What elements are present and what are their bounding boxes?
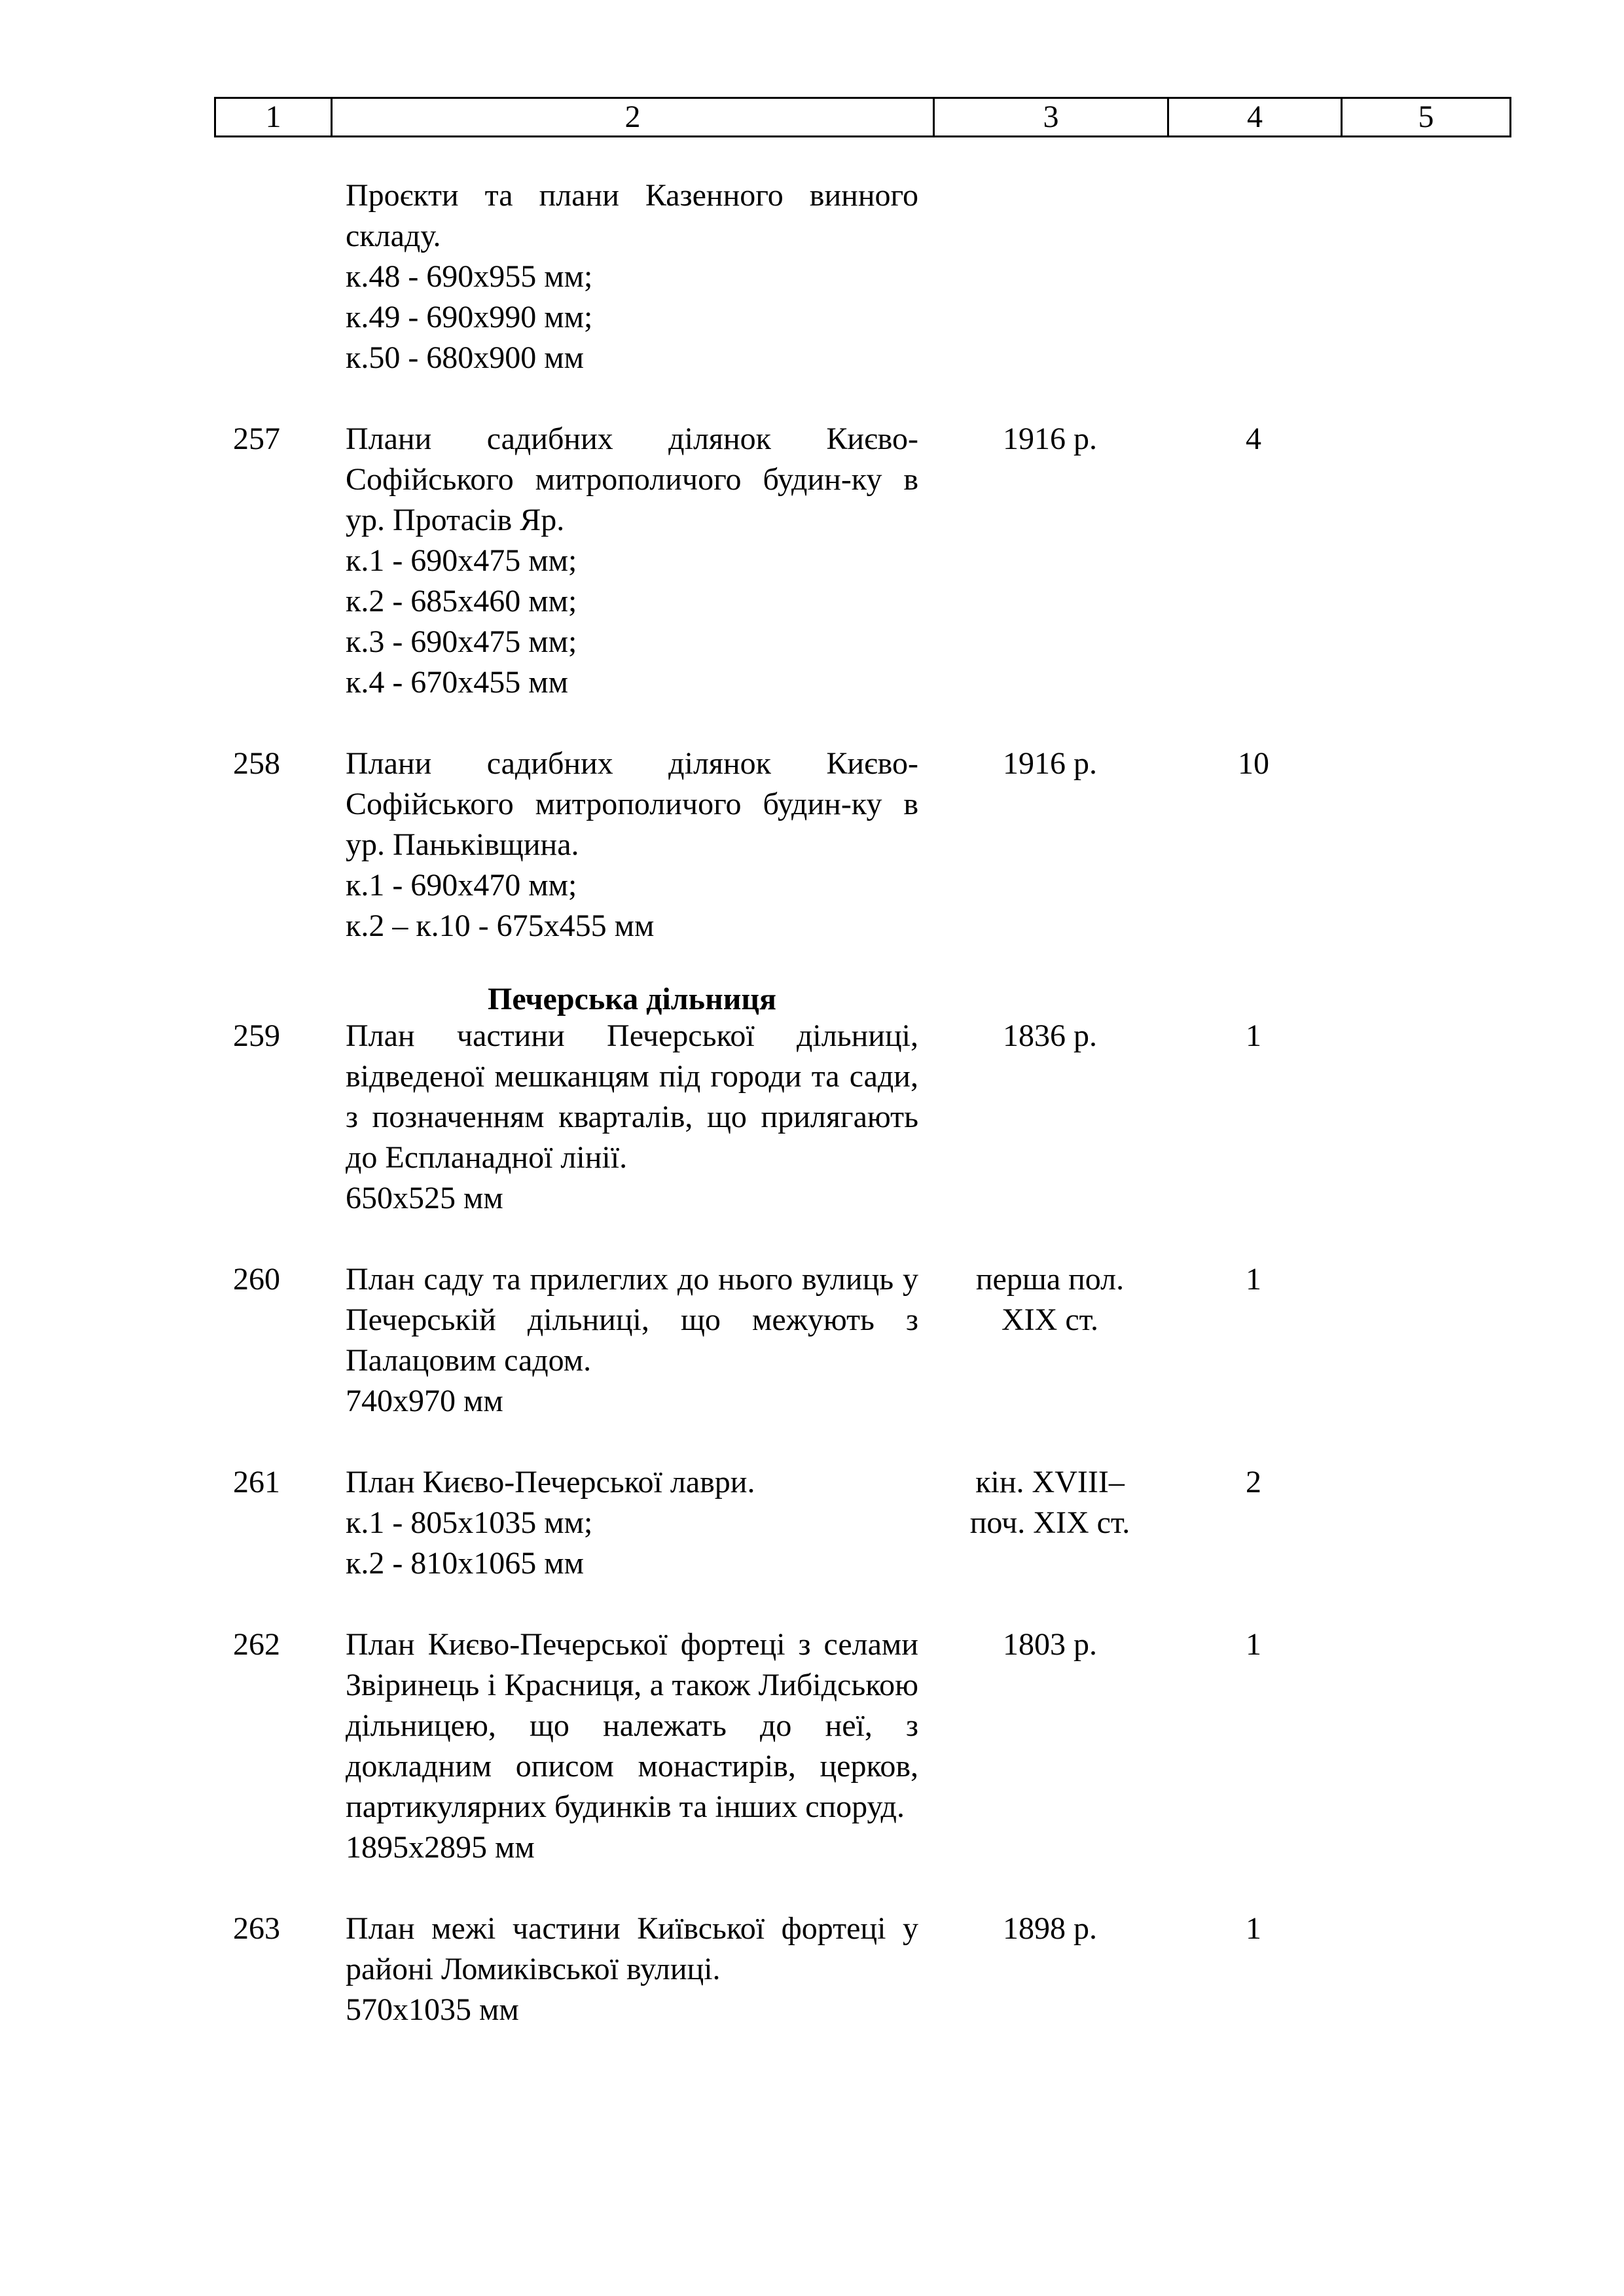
catalog-entries <box>0 175 1624 2071</box>
entry-count: 1 <box>1246 1018 1261 1053</box>
entry-title: Проєкти та плани Казенного винного складу. <box>346 178 918 253</box>
entry-sheet: к.2 – к.10 - 675х455 мм <box>346 908 655 943</box>
entry-title: Плани садибних ділянок Києво-Софійського митрополичого будин-ку в ур. Протасів Яр. <box>346 422 918 537</box>
entry-sheet: к.49 - 690х990 мм; <box>346 300 593 334</box>
catalog-entry <box>0 1016 1624 1219</box>
entry-sheet: к.2 - 685х460 мм; <box>346 584 577 619</box>
entry-count: 1 <box>1246 1911 1261 1946</box>
header-col-4: 4 <box>1169 99 1343 135</box>
entry-description <box>346 744 918 946</box>
entry-date: 1898 р. <box>1003 1911 1097 1946</box>
entry-date: 1916 р. <box>1003 422 1097 456</box>
entry-count: 10 <box>1238 746 1269 781</box>
entry-date: 1803 р. <box>1003 1627 1097 1662</box>
catalog-entry <box>0 175 1624 378</box>
entry-description <box>346 1259 918 1422</box>
entry-description <box>346 1909 918 2030</box>
entry-number: 261 <box>233 1465 280 1499</box>
entry-sheet: к.3 - 690х475 мм; <box>346 624 577 659</box>
catalog-entry <box>0 419 1624 703</box>
entry-sheet: 650х525 мм <box>346 1181 503 1215</box>
catalog-entry <box>0 1462 1624 1584</box>
header-col-3: 3 <box>935 99 1169 135</box>
entry-count: 1 <box>1246 1627 1261 1662</box>
entry-number: 262 <box>233 1627 280 1662</box>
entry-count: 1 <box>1246 1262 1261 1297</box>
entry-sheet: 1895х2895 мм <box>346 1830 535 1865</box>
entry-sheet: к.50 - 680х900 мм <box>346 340 585 375</box>
header-col-5: 5 <box>1418 99 1434 134</box>
column-number-header <box>214 97 1511 137</box>
entry-sheet: 570х1035 мм <box>346 1992 519 2027</box>
entry-description <box>346 1624 918 1868</box>
entry-number: 260 <box>233 1262 280 1297</box>
catalog-entry <box>0 1909 1624 2030</box>
entry-sheet: к.1 - 690х475 мм; <box>346 543 577 578</box>
entry-date: 1916 р. <box>1003 746 1097 781</box>
entry-date: перша пол. XIX ст. <box>975 1262 1125 1337</box>
entry-number: 259 <box>233 1018 280 1053</box>
entry-number: 257 <box>233 422 280 456</box>
catalog-entry <box>0 744 1624 946</box>
entry-title: План Києво-Печерської фортеці з селами Звіринець і Красниця, а також Либідською дільницею, що належать до неї, з докладним описом монастирів, церков, партикулярних будинків та інших споруд. <box>346 1627 918 1824</box>
entry-sheet: к.48 - 690х955 мм; <box>346 259 593 294</box>
entry-sheet: 740х970 мм <box>346 1384 503 1418</box>
entry-title: План межі частини Київської фортеці у районі Ломиківської вулиці. <box>346 1911 918 1986</box>
entry-number: 258 <box>233 746 280 781</box>
header-col-2: 2 <box>333 99 935 135</box>
section-title: Печерська дільниця <box>488 982 776 1016</box>
catalog-entry <box>0 1259 1624 1422</box>
entry-title: Плани садибних ділянок Києво-Софійського митрополичого будин-ку в ур. Паньківщина. <box>346 746 918 862</box>
entry-sheet: к.2 - 810х1065 мм <box>346 1546 585 1581</box>
entry-number: 263 <box>233 1911 280 1946</box>
entry-description <box>346 175 918 378</box>
entry-count: 2 <box>1246 1465 1261 1499</box>
header-col-1: 1 <box>216 99 333 135</box>
entry-title: План Києво-Печерської лаври. <box>346 1465 755 1499</box>
entry-sheet: к.1 - 690х470 мм; <box>346 868 577 903</box>
entry-description <box>346 1462 918 1584</box>
entry-sheet: к.1 - 805х1035 мм; <box>346 1505 593 1540</box>
entry-date: 1836 р. <box>1003 1018 1097 1053</box>
entry-date: кін. XVIII– поч. XIX ст. <box>969 1465 1130 1540</box>
entry-sheet: к.4 - 670х455 мм <box>346 665 569 700</box>
entry-title: План саду та прилеглих до нього вулиць у Печерській дільниці, що межують з Палацовим садом. <box>346 1262 918 1378</box>
catalog-entry <box>0 1624 1624 1868</box>
entry-description <box>346 419 918 703</box>
entry-description <box>346 1016 918 1219</box>
entry-count: 4 <box>1246 422 1261 456</box>
entry-title: План частини Печерської дільниці, відведеної мешканцям під городи та сади, з позначенням кварталів, що прилягають до Еспланадної лінії. <box>346 1018 918 1175</box>
